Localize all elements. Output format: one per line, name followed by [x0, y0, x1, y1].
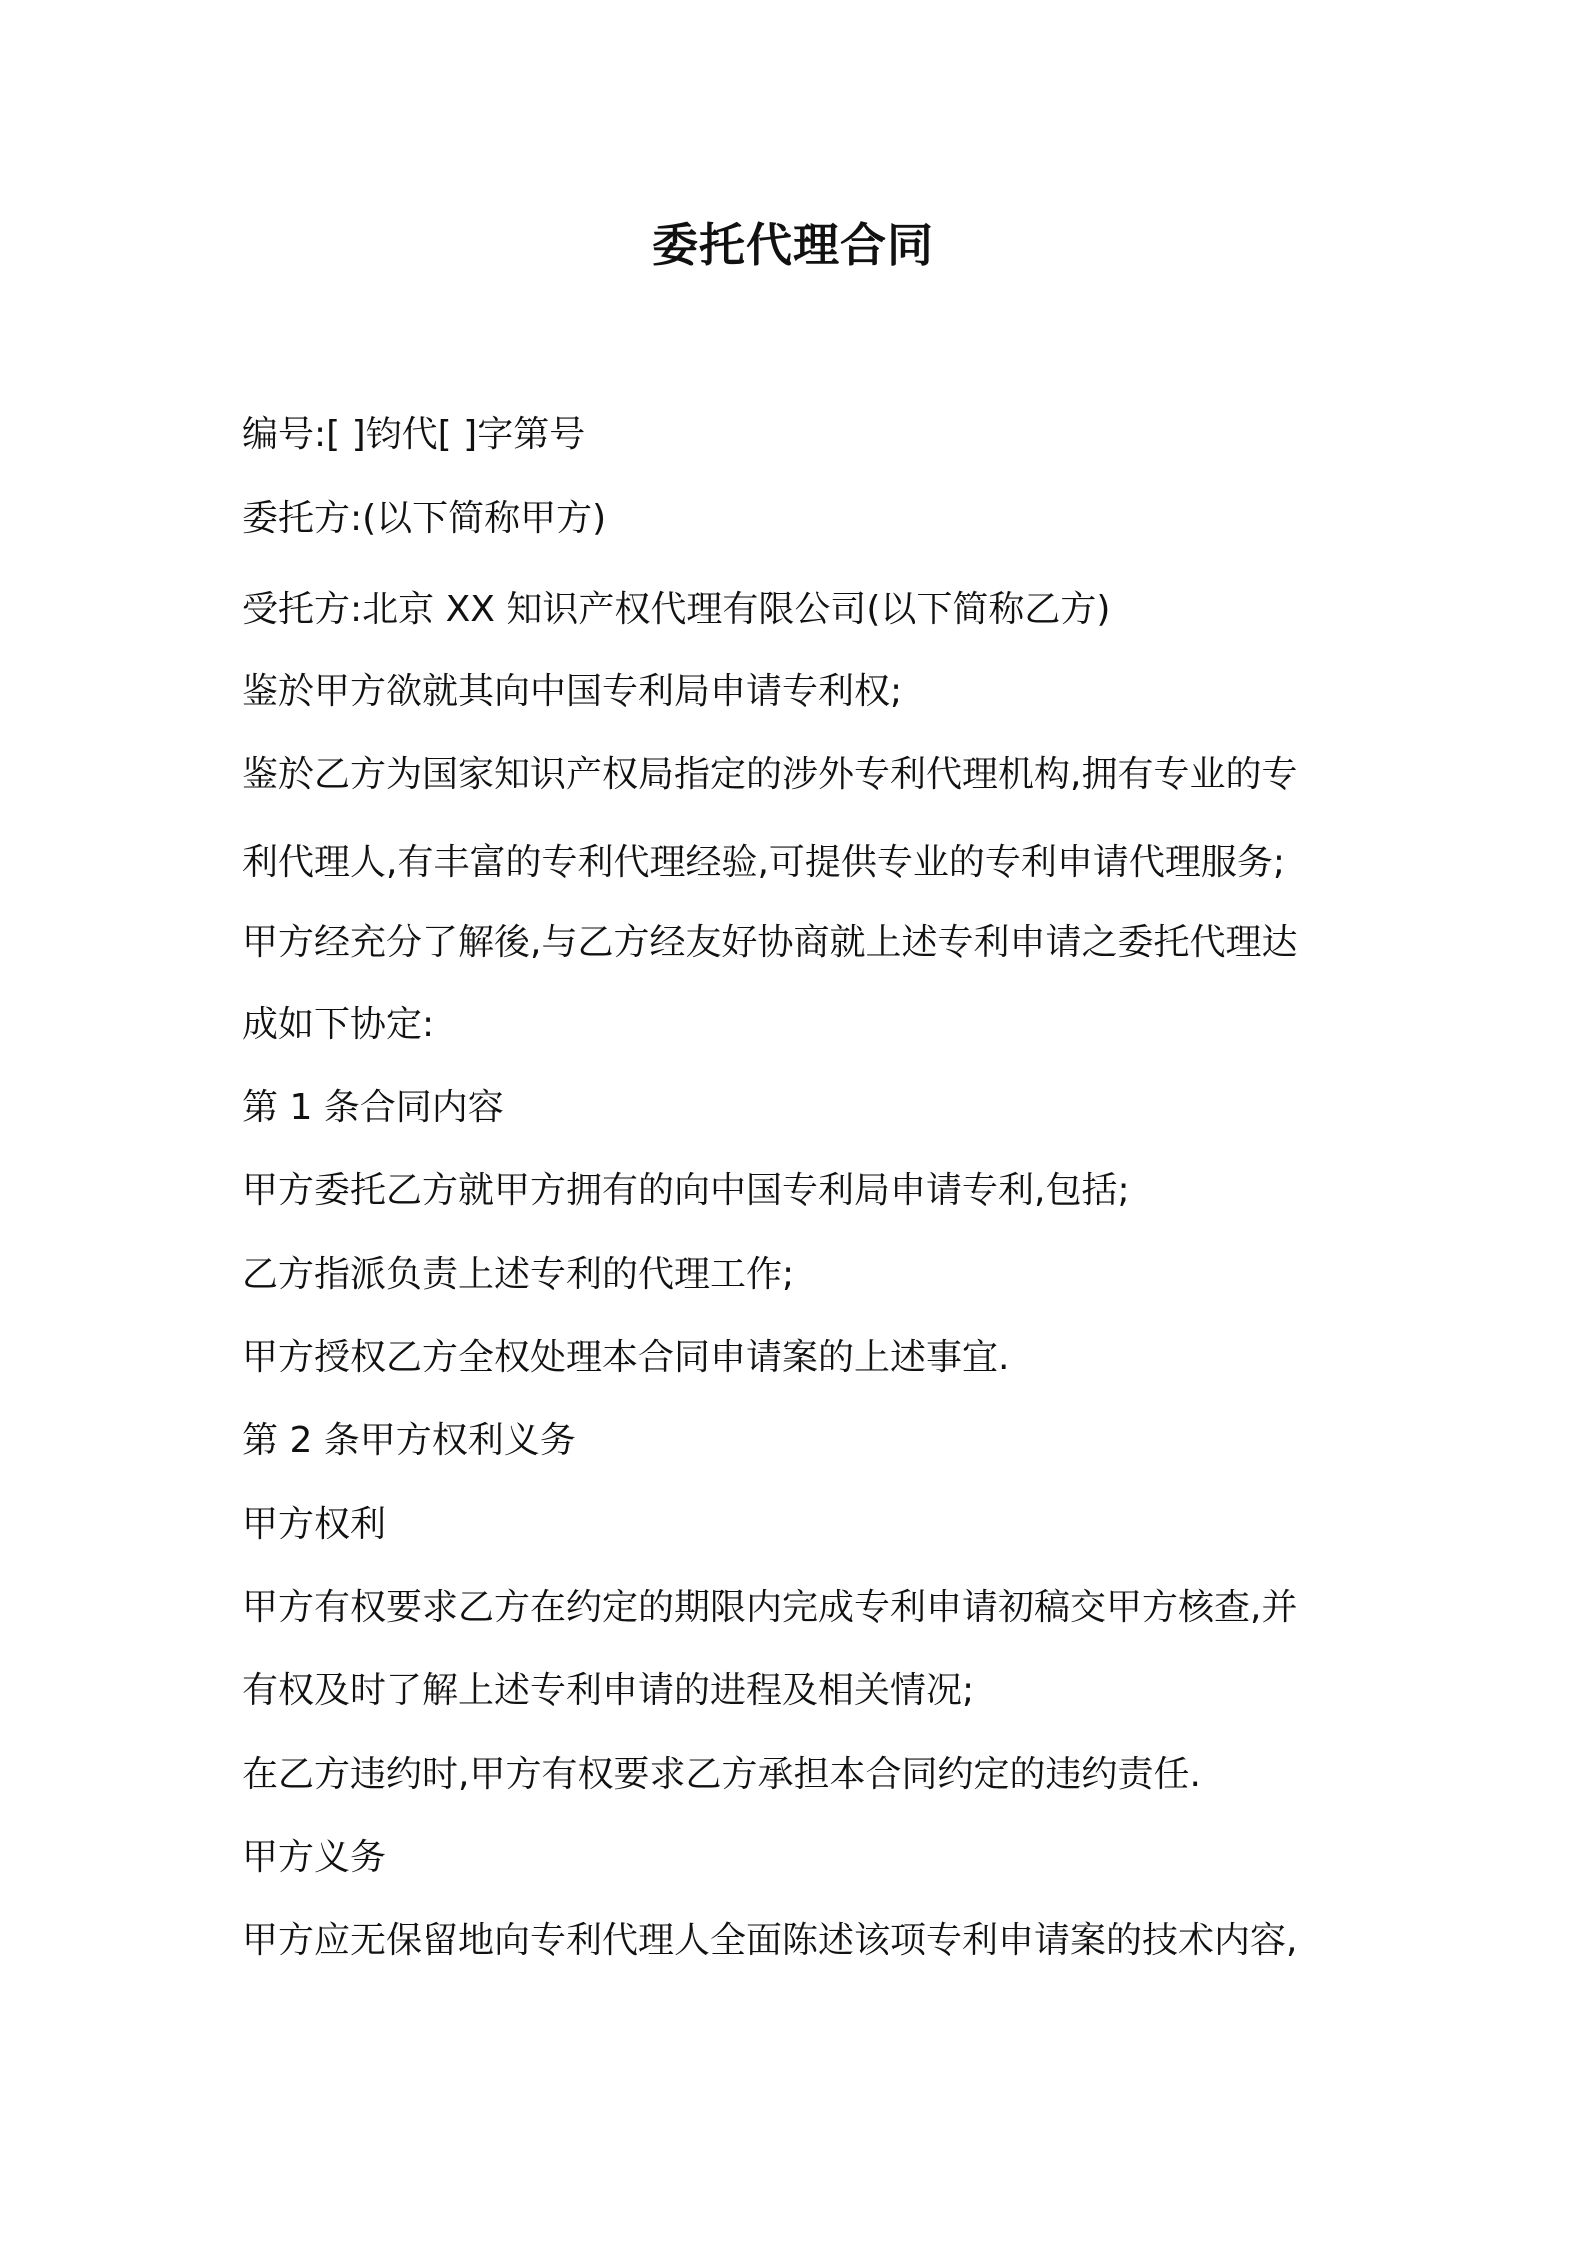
body-line: 甲方授权乙方全权处理本合同申请案的上述事宜. [242, 1337, 1010, 1378]
body-line: 甲方有权要求乙方在约定的期限内完成专利申请初稿交甲方核查,并 [242, 1587, 1298, 1628]
subsection-heading: 甲方义务 [242, 1837, 387, 1878]
client-party-line: 委托方:(以下简称甲方) [242, 498, 607, 539]
agent-party-line: 受托方:北京 XX 知识产权代理有限公司(以下简称乙方) [242, 589, 1111, 630]
recital-line: 成如下协定: [242, 1004, 435, 1045]
contract-number-line: 编号:[ ]钧代[ ]字第号 [242, 414, 586, 455]
recital-line: 利代理人,有丰富的专利代理经验,可提供专业的专利申请代理服务; [242, 842, 1286, 883]
article-heading: 第 2 条甲方权利义务 [242, 1420, 576, 1461]
body-line: 甲方委托乙方就甲方拥有的向中国专利局申请专利,包括; [242, 1170, 1130, 1211]
recital-line: 鉴於乙方为国家知识产权局指定的涉外专利代理机构,拥有专业的专 [242, 754, 1298, 795]
article-heading: 第 1 条合同内容 [242, 1087, 504, 1128]
body-line: 乙方指派负责上述专利的代理工作; [242, 1254, 795, 1295]
recital-line: 甲方经充分了解後,与乙方经友好协商就上述专利申请之委托代理达 [242, 922, 1298, 963]
document-title: 委托代理合同 [652, 218, 934, 272]
body-line: 有权及时了解上述专利申请的进程及相关情况; [242, 1670, 975, 1711]
body-line: 在乙方违约时,甲方有权要求乙方承担本合同约定的违约责任. [242, 1754, 1201, 1795]
subsection-heading: 甲方权利 [242, 1504, 387, 1545]
body-line: 甲方应无保留地向专利代理人全面陈述该项专利申请案的技术内容, [242, 1920, 1298, 1961]
recital-line: 鉴於甲方欲就其向中国专利局申请专利权; [242, 671, 903, 712]
